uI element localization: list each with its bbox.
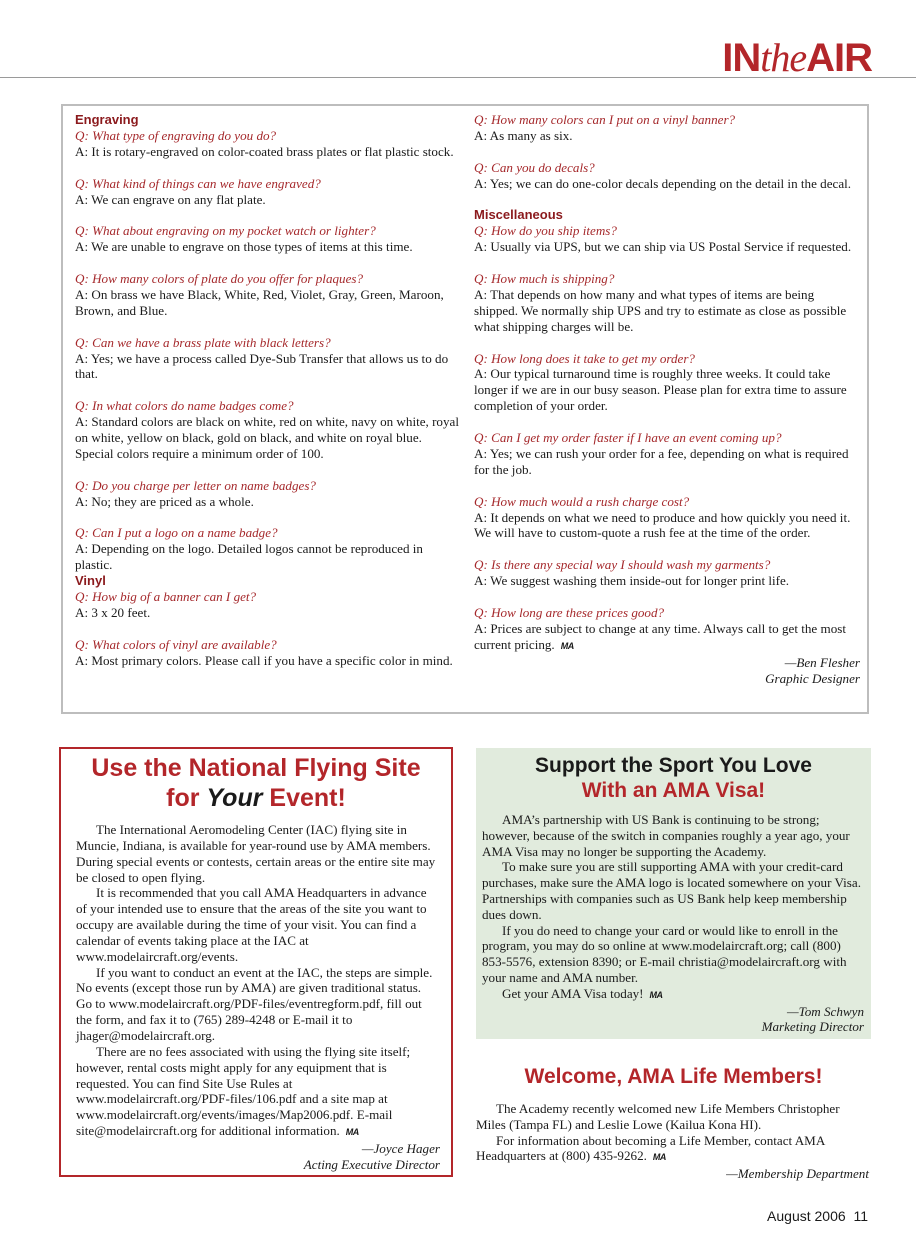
faq-item: [75, 176, 459, 208]
faq-item: [474, 271, 860, 335]
faq-answer: A: We suggest washing them inside-out for longer print life.: [474, 573, 790, 589]
visa-signature-name: —Tom Schwyn: [787, 1003, 864, 1019]
faq-question: Q: Can we have a brass plate with black letters?: [75, 334, 331, 350]
visa-body: [482, 812, 864, 1035]
flying-site-title-line1: Use the National Flying Site: [91, 754, 421, 782]
faq-item: [75, 525, 459, 573]
faq-question: Q: Can I get my order faster if I have an event coming up?: [474, 430, 782, 446]
faq-item: [75, 589, 459, 621]
faq-answer: A: As many as six.: [474, 127, 573, 143]
section-heading-vinyl: Vinyl: [75, 573, 106, 589]
visa-paragraph-text: Get your AMA Visa today!: [502, 985, 644, 1001]
flying-site-signature-name: —Joyce Hager: [361, 1140, 440, 1156]
faq-item: [75, 478, 459, 510]
faq-question: Q: How do you ship items?: [474, 223, 617, 239]
faq-item: [75, 223, 459, 255]
faq-question: Q: What kind of things can we have engraved?: [75, 175, 321, 191]
faq-item: [75, 637, 459, 669]
visa-paragraph: AMA’s partnership with US Bank is continuing to be strong; however, because of the switch in companies roughly a year ago, your AMA Visa may no longer be supporting the Academy.: [482, 812, 850, 859]
ma-end-mark: MA: [345, 1127, 359, 1138]
faq-item: [75, 398, 459, 462]
faq-right-column: [474, 112, 860, 687]
visa-paragraph: [482, 986, 864, 1004]
section-brand-logo: [722, 35, 872, 80]
faq-answer: A: Our typical turnaround time is roughly three weeks. It could take longer if we are in our busy season. Please plan for extra time to assure completion of your order.: [474, 366, 847, 414]
title-for: for: [166, 784, 200, 812]
footer-issue: August 2006: [767, 1208, 846, 1224]
faq-question: Q: What about engraving on my pocket watch or lighter?: [75, 223, 376, 239]
title-your: Your: [206, 784, 263, 812]
flying-site-paragraph-text: There are no fees associated with using the flying site itself; however, rental costs might apply for any equipment that is requested. You can find Site Use Rules at www.modelaircraft.org/PDF-files/106.pdf and a site map at www.modelaircraft.org/events/images/Map2006.pdf. E-mail site@modelaircraft.org for additional information.: [76, 1043, 411, 1139]
faq-answer: A: We can engrave on any flat plate.: [75, 191, 266, 207]
faq-answer: A: Standard colors are black on white, red on white, navy on white, royal on white, yellow on black, gold on black, and white on royal blue. Special colors require a minimum order of 100.: [75, 414, 459, 461]
faq-answer: A: It depends on what we need to produce and how quickly you need it. We will have to custom-quote a rush fee at the time of the order.: [474, 509, 851, 541]
visa-title-line2: With an AMA Visa!: [581, 779, 766, 802]
faq-item: [474, 351, 860, 415]
visa-paragraph: If you do need to change your card or would like to enroll in the program, you may do so online at www.modelaircraft.org; call (800) 853-5576, extension 8390; or E-mail christia@modelaircraft.org with your name and AMA number.: [482, 922, 847, 985]
flying-site-title-line2: [61, 783, 451, 813]
faq-answer: [474, 621, 860, 655]
faq-question: Q: Do you charge per letter on name badges?: [75, 477, 316, 493]
faq-item: [474, 160, 860, 192]
faq-item: [474, 112, 860, 144]
faq-signature-name: —Ben Flesher: [784, 654, 860, 670]
faq-answer: A: Yes; we have a process called Dye-Sub Transfer that allows us to do that.: [75, 350, 449, 382]
faq-answer: A: It is rotary-engraved on color-coated brass plates or flat plastic stock.: [75, 143, 454, 159]
faq-answer: A: We are unable to engrave on those types of items at this time.: [75, 239, 413, 255]
faq-question: Q: How long are these prices good?: [474, 604, 665, 620]
brand-in: IN: [722, 36, 761, 80]
visa-paragraph: To make sure you are still supporting AMA with your credit-card purchases, make sure the AMA logo is located somewhere on your Visa. Partnerships with companies such as US Bank help keep membership dues down.: [482, 859, 861, 922]
faq-item: [474, 430, 860, 478]
faq-question: Q: In what colors do name badges come?: [75, 398, 294, 414]
faq-answer: A: Most primary colors. Please call if you have a specific color in mind.: [75, 652, 453, 668]
faq-item: [75, 335, 459, 383]
ma-end-mark: MA: [560, 640, 574, 651]
faq-question: Q: Can I put a logo on a name badge?: [75, 525, 278, 541]
brand-the: the: [760, 35, 807, 80]
faq-item: [474, 494, 860, 542]
page-footer: [767, 1208, 868, 1224]
faq-answer: A: Depending on the logo. Detailed logos cannot be reproduced in plastic.: [75, 541, 423, 573]
faq-question: Q: What colors of vinyl are available?: [75, 636, 277, 652]
flying-site-paragraph: If you want to conduct an event at the IAC, the steps are simple. No events (except those run by AMA) are given traditional status. Go to www.modelaircraft.org/PDF-files/eventregform.pdf, fill out the form, and fax it to (765) 289-4248 or E-mail it to jhager@modelaircraft.org.: [76, 964, 433, 1043]
faq-item: [75, 128, 459, 160]
life-members-body: [476, 1101, 869, 1182]
page-number: 11: [853, 1208, 868, 1224]
life-members-paragraph-text: For information about becoming a Life Member, contact AMA Headquarters at (800) 435-9262.: [476, 1132, 825, 1164]
flying-site-signature-title: Acting Executive Director: [303, 1156, 440, 1172]
visa-box: [476, 748, 871, 1039]
life-members-signature: —Membership Department: [726, 1166, 869, 1182]
life-members-title: Welcome, AMA Life Members!: [524, 1065, 823, 1088]
flying-site-title: [61, 753, 451, 813]
ma-end-mark: MA: [652, 1152, 666, 1163]
life-members-paragraph: The Academy recently welcomed new Life Members Christopher Miles (Tampa FL) and Leslie Lowe (Kailua Kona HI).: [476, 1101, 840, 1132]
faq-item: [474, 223, 860, 255]
faq-answer-text: A: Prices are subject to change at any time. Always call to get the most current pricing.: [474, 620, 846, 652]
faq-question: Q: Is there any special way I should wash my garments?: [474, 557, 771, 573]
faq-item: [75, 271, 459, 319]
faq-answer: A: No; they are priced as a whole.: [75, 493, 254, 509]
faq-signature-title: Graphic Designer: [765, 670, 860, 686]
faq-question: Q: How much is shipping?: [474, 271, 615, 287]
section-heading-misc: Miscellaneous: [474, 207, 563, 223]
faq-answer: A: That depends on how many and what types of items are being shipped. We normally ship UPS and try to estimate as close as possible what shipping charges will be.: [474, 286, 847, 334]
faq-item: [474, 605, 860, 655]
faq-answer: A: Yes; we can rush your order for a fee, depending on what is required for the job.: [474, 445, 849, 477]
title-event: Event!: [269, 784, 346, 812]
faq-question: Q: Can you do decals?: [474, 159, 595, 175]
faq-answer: A: Yes; we can do one-color decals depending on the detail in the decal.: [474, 175, 852, 191]
faq-item: [474, 557, 860, 589]
faq-question: Q: How many colors of plate do you offer for plaques?: [75, 271, 364, 287]
faq-left-column: [75, 112, 459, 669]
flying-site-paragraph: It is recommended that you call AMA Headquarters in advance of your intended use to ensure that the areas of the site you want to occupy are available during the time of your visit. You can find a calendar of events taking place at the IAC at www.modelaircraft.org/events.: [76, 885, 427, 964]
faq-question: Q: How many colors can I put on a vinyl banner?: [474, 112, 736, 127]
faq-question: Q: How big of a banner can I get?: [75, 589, 257, 605]
faq-question: Q: What type of engraving do you do?: [75, 127, 277, 143]
section-heading-engraving: Engraving: [75, 112, 139, 127]
visa-title-line1: Support the Sport You Love: [535, 754, 812, 777]
flying-site-body: [76, 822, 440, 1173]
ma-end-mark: MA: [649, 989, 663, 1000]
visa-signature-title: Marketing Director: [761, 1019, 864, 1035]
faq-question: Q: How long does it take to get my order?: [474, 350, 695, 366]
faq-answer: A: Usually via UPS, but we can ship via US Postal Service if requested.: [474, 239, 852, 255]
brand-air: AIR: [806, 36, 872, 80]
life-members-paragraph: [476, 1133, 869, 1167]
faq-answer: A: On brass we have Black, White, Red, Violet, Gray, Green, Maroon, Brown, and Blue.: [75, 286, 444, 318]
flying-site-paragraph: [76, 1044, 440, 1141]
faq-box: [61, 104, 869, 714]
faq-answer: A: 3 x 20 feet.: [75, 604, 151, 620]
faq-question: Q: How much would a rush charge cost?: [474, 493, 690, 509]
flying-site-paragraph: The International Aeromodeling Center (IAC) flying site in Muncie, Indiana, is available for year-round use by AMA members. During special events or contests, certain areas or the entire site may be closed to open flying.: [76, 822, 436, 885]
flying-site-box: [59, 747, 453, 1177]
